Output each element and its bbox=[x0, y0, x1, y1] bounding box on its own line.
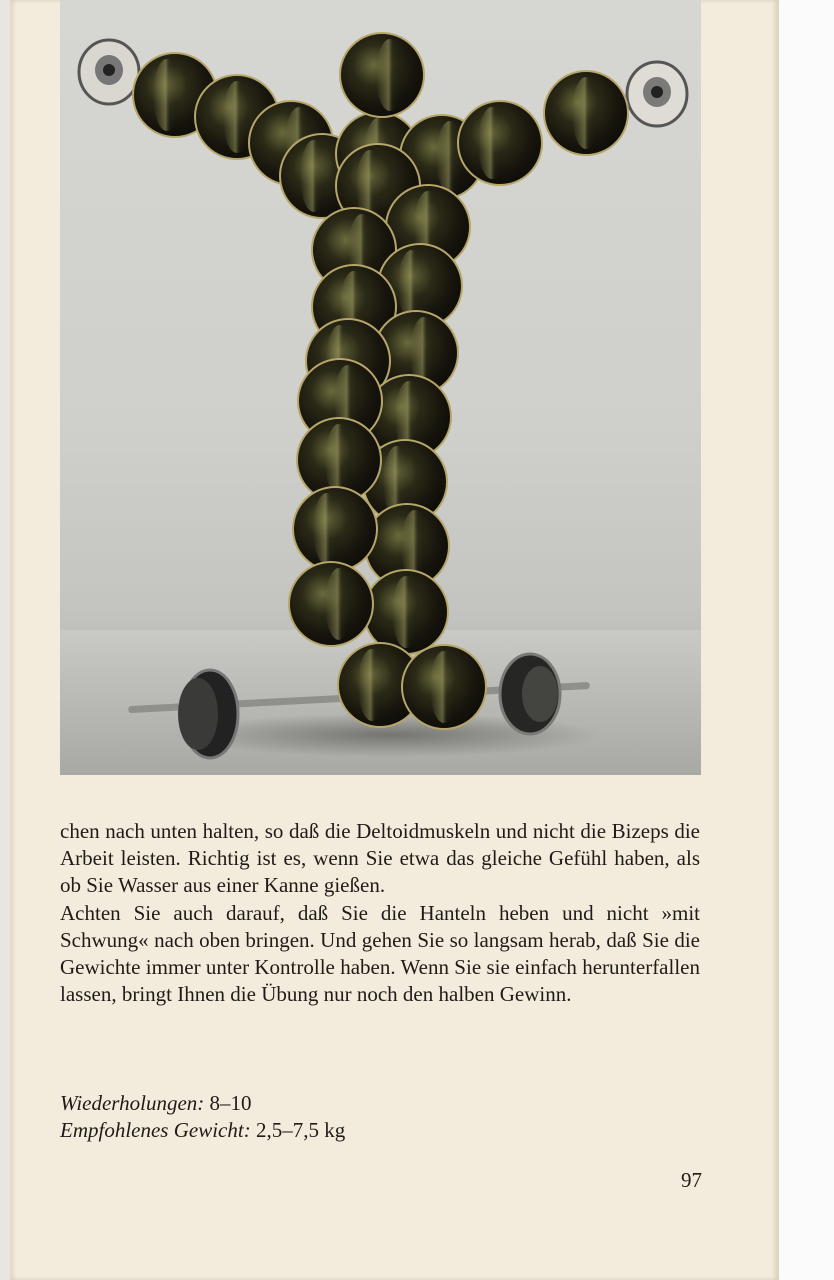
repetitions-label: Wiederholungen: bbox=[60, 1091, 205, 1115]
paragraph-2: Achten Sie auch darauf, daß Sie die Hanteln heben und nicht »mit Schwung« nach oben bringen. Und gehen Sie so langsam herab, daß Sie die Gewichte immer unter Kontrolle haben. Wenn Sie sie einfach herunterfallen lassen, bringt Ihnen die Übung nur noch den halben Gewinn. bbox=[60, 900, 700, 1007]
disc-sheen bbox=[223, 81, 251, 153]
body-text bbox=[60, 818, 700, 1008]
disc-sheen bbox=[430, 651, 458, 723]
scan-background-margin bbox=[778, 0, 834, 1280]
disc-sheen bbox=[572, 77, 600, 149]
disc-sheen bbox=[325, 424, 353, 496]
exercise-specs bbox=[60, 1090, 700, 1144]
disc-sheen bbox=[325, 568, 353, 640]
disc-sheen bbox=[392, 576, 420, 648]
barbell-right-plate-inner bbox=[522, 666, 558, 722]
scan-background-edge bbox=[0, 0, 10, 1280]
page-number: 97 bbox=[681, 1168, 702, 1192]
weight-label: Empfohlenes Gewicht: bbox=[60, 1118, 251, 1142]
weight-disc-figure-photo bbox=[60, 0, 701, 775]
dumbbell-right bbox=[627, 62, 687, 126]
disc-sheen bbox=[153, 59, 181, 131]
disc-sheen bbox=[478, 107, 506, 179]
weight-line bbox=[60, 1117, 700, 1144]
dumbbell-left bbox=[79, 40, 139, 104]
disc-sheen bbox=[313, 493, 341, 565]
disc-sheen bbox=[376, 39, 404, 111]
repetitions-value: 8–10 bbox=[209, 1091, 252, 1115]
repetitions-line bbox=[60, 1090, 700, 1117]
barbell-left-plate-inner bbox=[178, 678, 218, 750]
weight-disc-figure bbox=[133, 33, 628, 729]
disc-sheen bbox=[300, 140, 328, 212]
weight-value: 2,5–7,5 kg bbox=[255, 1118, 346, 1142]
disc-sheen bbox=[358, 649, 386, 721]
paragraph-1: chen nach unten halten, so daß die Deltoidmuskeln und nicht die Bizeps die Arbeit leisten. Richtig ist es, wenn Sie etwa das gleiche Gefühl haben, als ob Sie Wasser aus einer Kanne gießen. bbox=[60, 819, 700, 898]
